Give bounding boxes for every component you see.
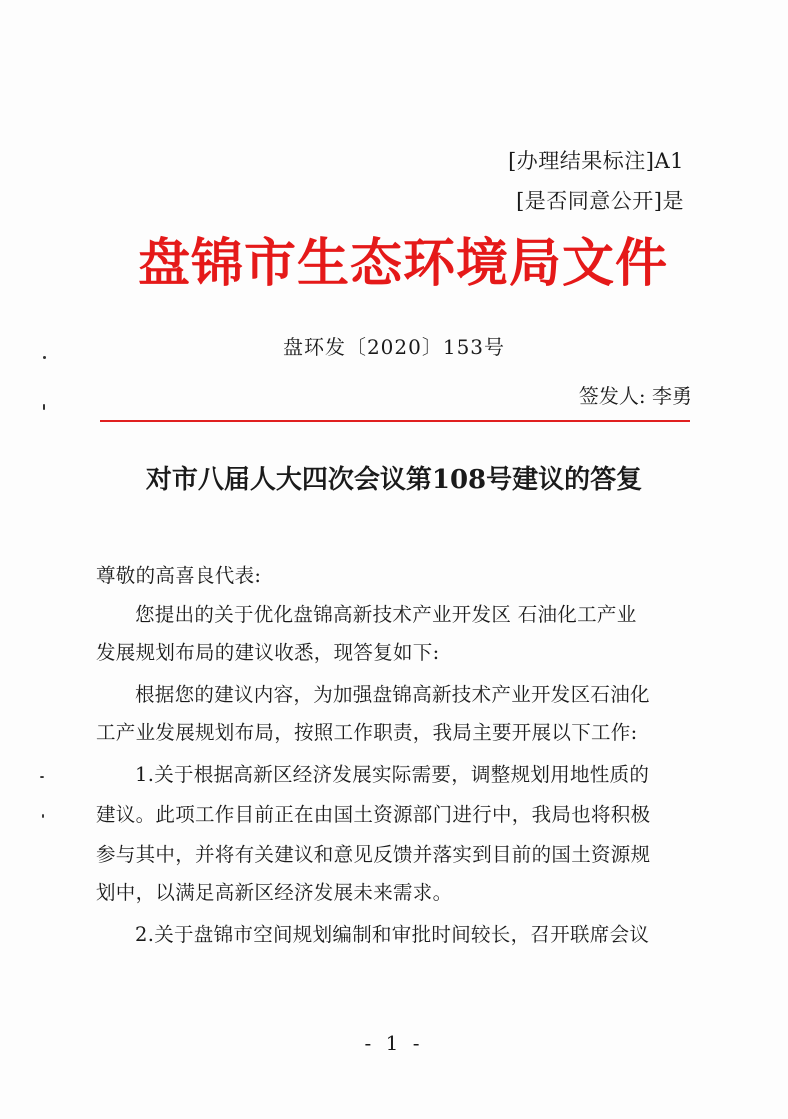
document-title: 对市八届人大四次会议第108号建议的答复 xyxy=(145,465,643,495)
body-line: 根据您的建议内容，为加强盘锦高新技术产业开发区石油化 xyxy=(135,683,650,706)
body-line: 1.关于根据高新区经济发展实际需要，调整规划用地性质的 xyxy=(135,763,650,786)
scan-speck xyxy=(43,404,45,410)
handling-result-note: [办理结果标注]A1 xyxy=(508,149,684,173)
scan-speck xyxy=(40,776,44,778)
agency-title: 盘锦市生态环境局文件 xyxy=(137,234,668,294)
scan-speck xyxy=(42,814,44,818)
body-line: 划中，以满足高新区经济发展未来需求。 xyxy=(96,881,453,904)
red-divider xyxy=(100,420,690,422)
body-line: 参与其中，并将有关建议和意见反馈并落实到目前的国土资源规 xyxy=(96,843,651,866)
document-number: 盘环发〔2020〕153号 xyxy=(282,335,506,359)
body-line: 工产业发展规划布局，按照工作职责，我局主要开展以下工作: xyxy=(96,721,638,744)
body-line: 发展规划布局的建议收悉，现答复如下: xyxy=(96,641,440,664)
salutation: 尊敬的高喜良代表: xyxy=(96,564,262,587)
body-line: 建议。此项工作目前正在由国土资源部门进行中，我局也将积极 xyxy=(96,803,651,826)
issuer-line: 签发人: 李勇 xyxy=(578,384,692,408)
scan-speck xyxy=(43,356,46,359)
body-line: 您提出的关于优化盘锦高新技术产业开发区 石油化工产业 xyxy=(135,603,637,626)
public-consent-note: [是否同意公开]是 xyxy=(516,189,684,213)
body-line: 2.关于盘锦市空间规划编制和审批时间较长，召开联席会议 xyxy=(135,923,650,946)
page-number: - 1 - xyxy=(364,1031,424,1055)
